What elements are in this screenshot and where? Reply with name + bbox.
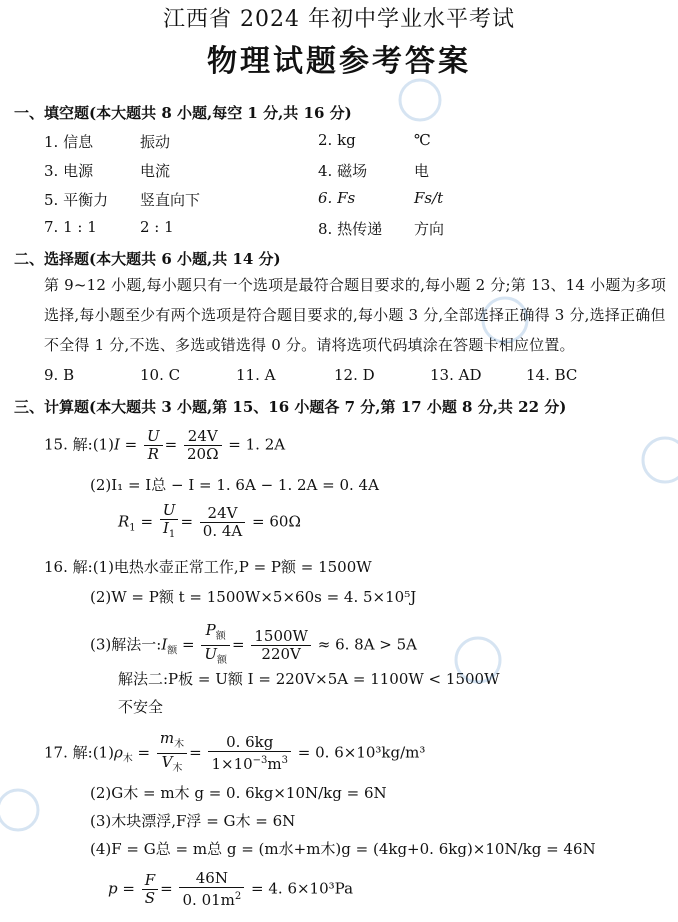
fraction: $\frac{U}{R}$: [144, 428, 163, 463]
answer-cell: 4. 磁场: [318, 162, 368, 180]
q17-part4: (4)F = G总 = m总 g = (m水+m木)g = (4kg+0. 6kg)×10N/kg = 46N: [90, 840, 596, 858]
choice-answer: 10. C: [140, 366, 181, 384]
q17-part3: (3)木块漂浮,F浮 = G木 = 6N: [90, 812, 296, 830]
q16-part1: 16. 解:(1)电热水壶正常工作,P = P额 = 1500W: [44, 558, 372, 576]
answer-cell: ℃: [414, 131, 431, 149]
fraction: $\frac{24V}{0. 4A}$: [200, 505, 245, 540]
fraction: $\frac{24V}{20\Omega}$: [184, 428, 222, 463]
answer-cell: 电流: [140, 162, 171, 180]
answer-cell: 6. Fs: [318, 189, 356, 207]
fraction: $\frac{m_木}{V_木}$: [157, 730, 187, 777]
section2-instruction: 第 9~12 小题,每小题只有一个选项是最符合题目要求的,每小题 2 分;第 13、14 小题为多项选择,每小题至少有两个选项是符合题目要求的,每小题 3 分,全部选择正确得 3 分,选择正确但不全得 1 分,不选、多选或错选得 0 分。请将选项代码填涂在答题卡相应位置。: [44, 276, 667, 354]
choice-answer: 11. A: [236, 366, 276, 384]
q16-conclusion: 不安全: [118, 698, 164, 716]
answer-cell: 2. kg: [318, 131, 356, 149]
choice-answer: 12. D: [334, 366, 375, 384]
section1-title: 一、填空题(本大题共 8 小题,每空 1 分,共 16 分): [14, 104, 352, 122]
answer-cell: 2 : 1: [140, 218, 174, 236]
q15-part2: (2)I₁ = I总 − I = 1. 6A − 1. 2A = 0. 4A: [90, 476, 379, 494]
fraction: $\frac{1500W}{220V}$: [251, 628, 311, 663]
answer-cell: 电: [414, 162, 430, 180]
choice-answer: 14. BC: [526, 366, 578, 384]
answer-cell: 7. 1 : 1: [44, 218, 97, 236]
q17-part2: (2)G木 = m木 g = 0. 6kg×10N/kg = 6N: [90, 784, 387, 802]
answer-cell: 方向: [414, 220, 445, 238]
section2-title: 二、选择题(本大题共 6 小题,共 14 分): [14, 250, 281, 268]
q15-part3: $R_1$ = $\frac{U}{I_1}$ = $\frac{24V}{0. 4A}$ = 60Ω: [118, 502, 301, 543]
q15-part1: 15. 解:(1)I = $\frac{U}{R}$ = $\frac{24V}{20\Omega}$ = 1. 2A: [44, 427, 286, 463]
q17-part1: 17. 解$:(1)\rho_木$ = $\frac{m_木}{V_木}$ = $\frac{0. 6kg}{1\times 10^{-3}m^3}$ = 0. 6×10³kg/m³: [44, 730, 425, 777]
fraction: $\frac{P_额}{U_额}$: [201, 622, 230, 669]
page-title: 物理试题参考答案: [207, 44, 471, 79]
q16-part2: (2)W = P额 t = 1500W×5×60s = 4. 5×10⁵J: [90, 588, 417, 606]
fraction: $\frac{F}{S}$: [142, 872, 158, 907]
answer-cell: 振动: [140, 133, 171, 151]
answer-cell: 1. 信息: [44, 133, 94, 151]
q16-label: 16. 解:: [44, 558, 93, 576]
q17-part5: p = $\frac{F}{S}$ = $\frac{46N}{0. 01m^2}$ = 4. 6×10³Pa: [108, 869, 354, 909]
fraction: $\frac{46N}{0. 01m^2}$: [179, 870, 244, 909]
q16-method2: 解法二:P板 = U额 I = 220V×5A = 1100W < 1500W: [118, 670, 500, 688]
answer-cell: 5. 平衡力: [44, 191, 109, 209]
q16-part3: (3)解法一$:I_额$ = $\frac{P_额}{U_额}$ = $\frac{1500W}{220V}$ ≈ 6. 8A > 5A: [90, 622, 417, 669]
answer-cell: 竖直向下: [140, 191, 201, 209]
fraction: $\frac{0. 6kg}{1\times 10^{-3}m^3}$: [208, 734, 291, 773]
choice-answer: 9. B: [44, 366, 75, 384]
q15-label: 15. 解:: [44, 435, 93, 454]
answer-cell: Fs/t: [414, 189, 444, 207]
answer-cell: 8. 热传递: [318, 220, 383, 238]
choice-answer: 13. AD: [430, 366, 482, 384]
exam-header: 江西省 2024 年初中学业水平考试: [163, 7, 515, 32]
section3-title: 三、计算题(本大题共 3 小题,第 15、16 小题各 7 分,第 17 小题 8 分,共 22 分): [14, 398, 567, 416]
q17-label: 17. 解:: [44, 743, 93, 762]
answer-cell: 3. 电源: [44, 162, 94, 180]
fraction: $\frac{U}{I_1}$: [160, 502, 179, 543]
